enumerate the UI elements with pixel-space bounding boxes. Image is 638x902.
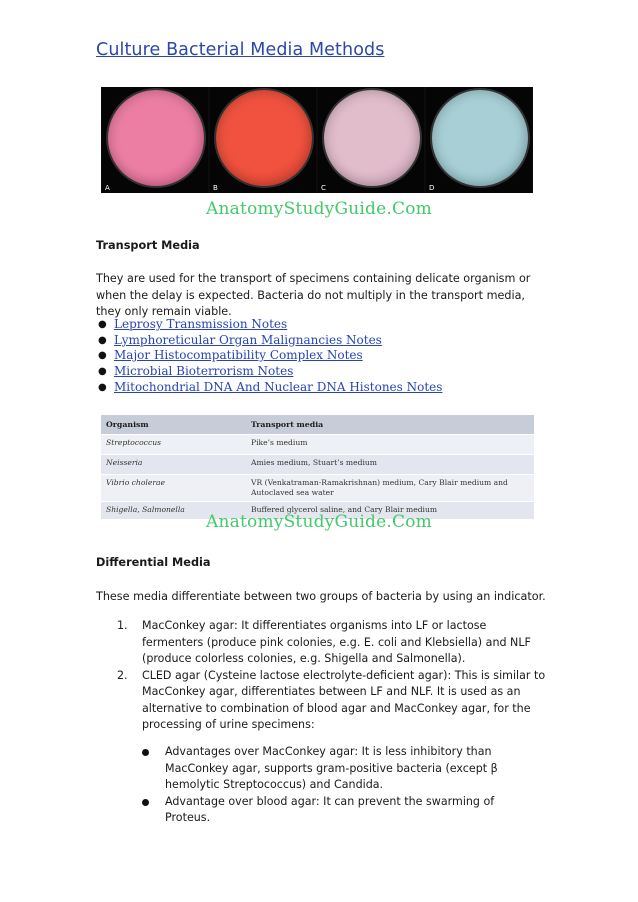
list-item <box>117 668 547 734</box>
watermark: AnatomyStudyGuide.Com <box>206 199 432 219</box>
related-links-list <box>96 317 442 396</box>
bullet-icon: ● <box>98 334 107 346</box>
bullet-icon: ● <box>98 319 107 330</box>
list-item <box>96 348 442 364</box>
item-text: Advantages over MacConkey agar: It is less inhibitory than MacConkey agar, supports gram-positive bacteria (except β hemolytic Streptococcus) and Candida. <box>165 745 498 791</box>
related-link[interactable]: Microbial Bioterrorism Notes <box>114 364 294 379</box>
related-link[interactable]: Major Histocompatibility Complex Notes <box>114 348 363 363</box>
organism-cell: Vibrio cholerae <box>101 475 246 502</box>
section-heading-differential: Differential Media <box>96 556 211 569</box>
plate-panel-c <box>318 87 424 193</box>
plate-panel-d <box>426 87 532 193</box>
list-item <box>96 380 442 396</box>
bullet-icon: ● <box>98 366 107 378</box>
organism-cell: Shigella, Salmonella <box>101 502 246 520</box>
table-row <box>101 455 534 475</box>
media-cell: Pike’s medium <box>246 435 534 455</box>
related-link[interactable]: Leprosy Transmission Notes <box>114 317 288 331</box>
item-number: 2. <box>117 668 128 682</box>
table-header-row <box>101 415 534 435</box>
page-title-link[interactable]: Culture Bacterial Media Methods <box>96 40 385 60</box>
petri-dish-c <box>324 90 420 186</box>
item-text: CLED agar (Cysteine lactose electrolyte-deficient agar): This is similar to MacConkey agar, differentiates between LF and NLF. It is used as an alternative to combination of blood agar and MacConkey agar, for the processing of urine specimens: <box>142 668 546 731</box>
column-header-organism: Organism <box>101 415 246 435</box>
list-item <box>96 333 442 349</box>
panel-label: B <box>213 184 218 192</box>
plate-panel-b <box>210 87 316 193</box>
item-number: 1. <box>117 619 128 632</box>
list-item <box>140 794 540 827</box>
section-heading-transport: Transport Media <box>96 239 200 252</box>
plate-panel-a <box>102 87 208 193</box>
culture-plates-figure <box>101 87 533 193</box>
differential-media-list <box>117 618 547 734</box>
table-row <box>101 435 534 455</box>
petri-dish-a <box>108 90 204 186</box>
organism-cell: Streptococcus <box>101 435 246 455</box>
list-item <box>96 364 442 380</box>
panel-label: A <box>105 184 110 192</box>
petri-dish-b <box>216 90 312 186</box>
list-item <box>140 744 540 794</box>
table-row <box>101 475 534 502</box>
column-header-transport-media: Transport media <box>246 415 534 435</box>
cled-advantages-list <box>140 744 540 827</box>
bullet-icon: ● <box>98 381 107 393</box>
transport-media-table <box>101 415 534 520</box>
bullet-icon <box>142 749 149 756</box>
watermark: AnatomyStudyGuide.Com <box>206 512 432 532</box>
media-cell: VR (Venkatraman-Ramakrishnan) medium, Cary Blair medium and Autoclaved sea water <box>246 475 534 502</box>
bullet-icon <box>142 799 149 806</box>
differential-paragraph: These media differentiate between two groups of bacteria by using an indicator. <box>96 590 546 603</box>
transport-paragraph: They are used for the transport of specimens containing delicate organism or when the delay is expected. Bacteria do not multiply in the transport media, they only remain viable. <box>96 272 531 318</box>
related-link[interactable]: Mitochondrial DNA And Nuclear DNA Histones Notes <box>114 379 443 394</box>
list-item <box>96 317 442 333</box>
item-text: Advantage over blood agar: It can prevent the swarming of Proteus. <box>165 794 495 824</box>
media-cell: Buffered glycerol saline, and Cary Blair medium <box>246 502 534 520</box>
related-link[interactable]: Lymphoreticular Organ Malignancies Notes <box>114 332 382 347</box>
panel-label: D <box>429 184 435 192</box>
media-cell: Amies medium, Stuart’s medium <box>246 455 534 475</box>
panel-label: C <box>321 184 326 192</box>
petri-dish-d <box>432 90 528 186</box>
list-item <box>117 618 547 668</box>
organism-cell: Neisseria <box>101 455 246 475</box>
item-text: MacConkey agar: It differentiates organisms into LF or lactose fermenters (produce pink colonies, e.g. E. coli and Klebsiella) and NLF (produce colorless colonies, e.g. Shigella and Salmonella). <box>142 619 531 665</box>
bullet-icon: ● <box>98 350 107 362</box>
